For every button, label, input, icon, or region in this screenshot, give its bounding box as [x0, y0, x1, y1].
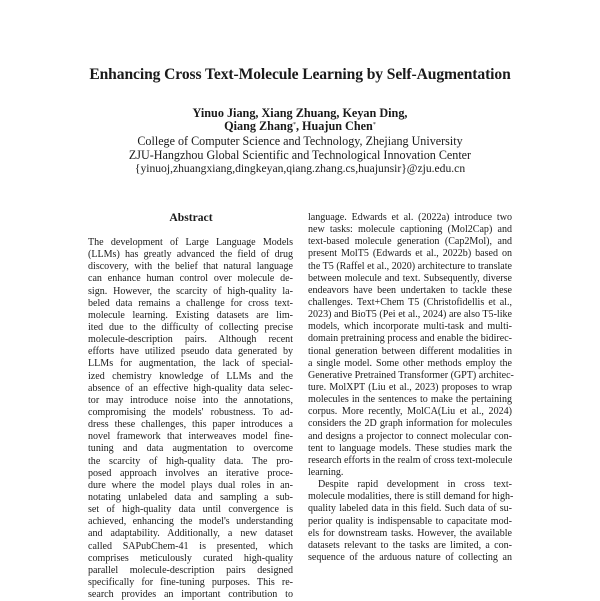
text-line: Generative Pretrained Transformer (GPT) architec-	[308, 369, 514, 381]
text-line: challenges. Text+Chem T5 (Christofidellis et al.,	[308, 296, 512, 308]
author-separator: ,	[295, 119, 303, 134]
text-line: called SAPubChem-41 is presented, which	[88, 540, 293, 552]
text-line: molecules in the sentences to make the pertaining	[308, 394, 512, 406]
text-line: notating unlabeled data and sampling a sub-	[88, 491, 293, 503]
author-emails: {yinuoj,zhuangxiang,dingkeyan,qiang.zhang.cs,huajunsir}@zju.edu.cn	[134, 162, 466, 176]
text-line: els for downstream tasks. However, the available	[308, 527, 512, 539]
text-line: considers the 2D graph information for molecules	[308, 418, 512, 430]
text-line: ized chemistry knowledge of LLMs and the	[88, 370, 293, 382]
text-line: tent to language models. These studies mark the	[308, 442, 512, 454]
text-line: The development of Large Language Models	[88, 237, 293, 248]
text-line: comprises meticulously curated high-quality	[88, 552, 293, 564]
text-line: absence of an effective high-quality data selec-	[88, 382, 293, 394]
text-line: domain pretraining process and enable the bidirec-	[308, 333, 512, 345]
text-line: set of high-quality data until convergence is	[88, 504, 293, 516]
text-line: models, which incorporate multi-task and multi-	[308, 321, 512, 333]
text-line: search provides an important contribution to	[88, 589, 293, 601]
text-line: perior quality is indispensable to capacitate mod-	[308, 515, 512, 527]
introduction-body	[308, 212, 512, 564]
text-line: and designs a projector to connect molecular con-	[308, 430, 512, 442]
text-line: tional generation between different modalities in	[308, 345, 512, 357]
abstract-body	[88, 237, 293, 601]
text-line: language. Edwards et al. (2022a) introduce two	[308, 212, 512, 223]
text-line: ited due to the difficulty of collecting precise	[88, 321, 293, 333]
text-line: present MolT5 (Edwards et al., 2022b) based on	[308, 248, 512, 260]
text-line: tor may introduce noise into the annotations,	[88, 394, 293, 406]
text-line: quality labeled data in this field. Such data of su-	[308, 503, 512, 515]
text-line: research efforts in the realm of cross text-molecule	[308, 454, 513, 466]
text-line: can enhance human control over molecule de-	[88, 273, 293, 285]
authors-line-1: Yinuo Jiang, Xiang Zhuang, Keyan Ding,	[192, 106, 408, 120]
authors-line-2	[0, 120, 600, 133]
text-line: 2023) and BioT5 (Pei et al., 2024) are also T5-like	[308, 309, 512, 321]
text-line: parallel molecule-description pairs designed	[88, 564, 293, 576]
text-line: the T5 (Raffel et al., 2020) architecture to translate	[308, 260, 512, 272]
text-line: dress these challenges, this paper introduces a	[88, 419, 293, 431]
text-line: learning.	[308, 466, 344, 478]
text-line: and adaptability. Additionally, a new dataset	[88, 528, 293, 540]
affiliation-line: College of Computer Science and Technology, Zhejiang University	[137, 134, 463, 148]
text-line: posed approach involves an iterative proce-	[88, 467, 293, 479]
text-line: ture. MolXPT (Liu et al., 2023) proposes to wrap	[308, 381, 512, 393]
paper-title: Enhancing Cross Text-Molecule Learning by Self-Augmentation	[89, 66, 511, 83]
author-name: Qiang Zhang	[224, 119, 293, 134]
text-line: a single model. Some other methods employ the	[308, 357, 512, 369]
text-line: LLMs for augmentation, the lack of special-	[88, 358, 293, 370]
abstract-heading: Abstract	[169, 211, 213, 224]
text-line: sign. However, the scarcity of high-quality la-	[88, 285, 293, 297]
text-line: text-based molecule generation (Cap2Mol), and	[308, 236, 512, 248]
author-name: Huajun Chen	[302, 119, 373, 134]
text-line: novel framework that interweaves model fine-	[88, 431, 293, 443]
text-line: new tasks: molecule captioning (Mol2Cap) and	[308, 224, 512, 236]
text-line: corpus. More recently, MolCA(Liu et al., 2024)	[308, 406, 512, 418]
text-line: dure where the model plays dual roles in an-	[88, 479, 293, 491]
text-line: molecule modalities, there is still demand for high-	[308, 491, 514, 503]
text-line: molecule learning. Existing datasets are lim-	[88, 309, 293, 321]
text-line: tuning and data augmentation to overcome	[88, 443, 293, 455]
author-list	[0, 107, 600, 134]
text-line: datasets relevant to the tasks are limited, a con-	[308, 539, 512, 551]
corresponding-author-mark: *	[292, 122, 296, 129]
text-line: Despite rapid development in cross text-	[318, 479, 512, 491]
text-line: endeavors have been undertaken to tackle these	[308, 284, 512, 296]
corresponding-author-mark: *	[372, 122, 376, 129]
text-line: achieved, enhancing the model's understanding	[88, 516, 293, 528]
text-line: molecule-description pairs. Although recent	[88, 334, 293, 346]
affiliation-line: ZJU-Hangzhou Global Scientific and Technological Innovation Center	[128, 148, 472, 163]
text-line: (LLMs) has greatly advanced the field of drug	[88, 249, 293, 261]
text-line: efforts have utilized pseudo data generated by	[88, 346, 293, 358]
text-line: specifically for fine-tuning purposes. This re-	[88, 576, 293, 588]
text-line: between molecule and text. Subsequently, diverse	[308, 272, 512, 284]
affiliations	[0, 134, 600, 176]
text-line: discovery, with the belief that natural language	[88, 261, 293, 273]
text-line: beled data remains a challenge for cross text-	[88, 297, 293, 309]
text-line: the scarcity of high-quality data. The pro-	[88, 455, 293, 467]
text-line: sequence of the arduous nature of collecting an	[308, 551, 512, 563]
text-line: compromising the models' robustness. To ad-	[88, 406, 293, 418]
